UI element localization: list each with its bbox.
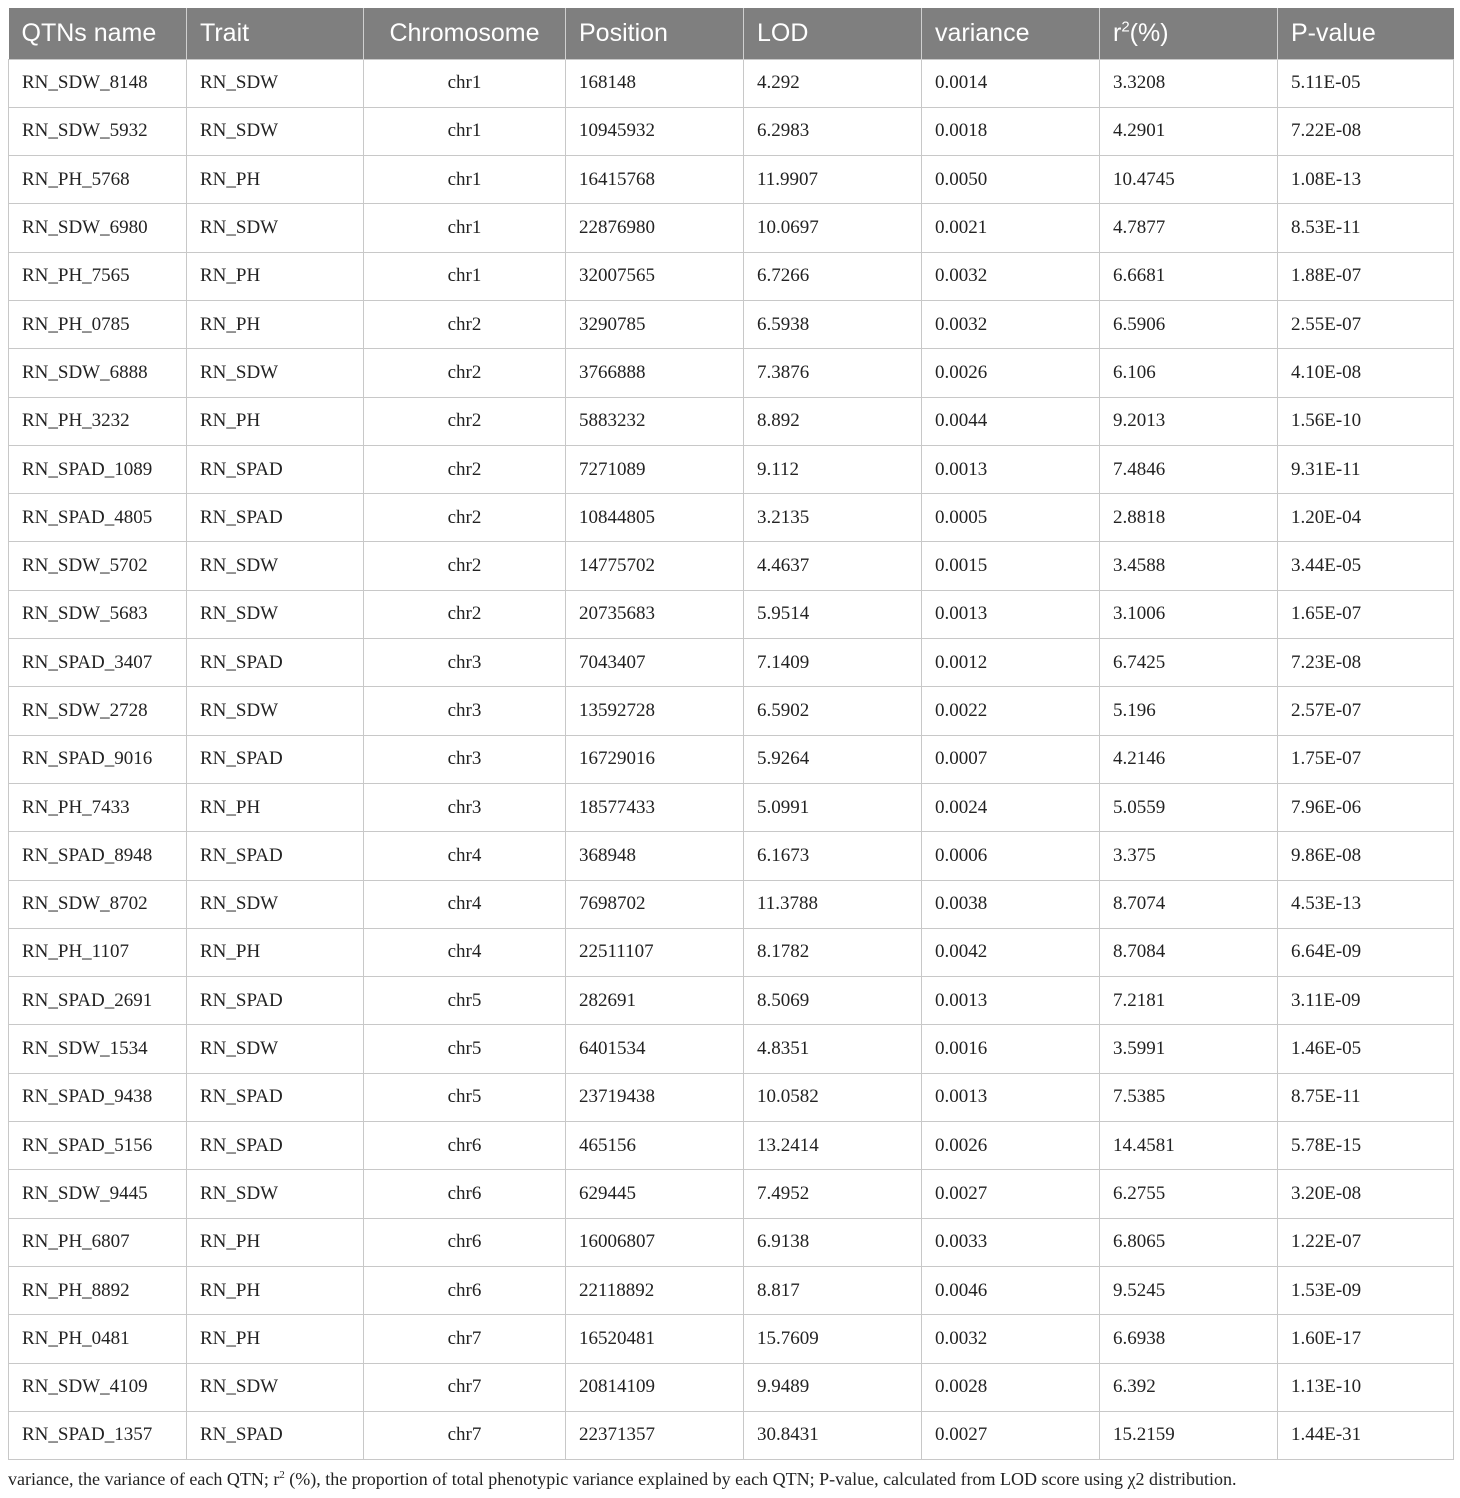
header-p-value: P-value [1278,8,1454,59]
trait-cell: RN_SPAD [187,832,364,880]
trait-cell: RN_PH [187,300,364,348]
position-cell: 16520481 [566,1315,744,1363]
p-value-cell: 3.20E-08 [1278,1170,1454,1218]
table-row [9,1266,1454,1314]
lod-cell: 3.2135 [744,494,922,542]
position-cell: 3766888 [566,349,744,397]
r2-cell: 6.6938 [1100,1315,1278,1363]
qtn-name-cell: RN_PH_3232 [9,397,187,445]
trait-cell: RN_SDW [187,349,364,397]
position-cell: 22371357 [566,1411,744,1459]
p-value-cell: 3.44E-05 [1278,542,1454,590]
trait-cell: RN_PH [187,928,364,976]
chromosome-cell: chr5 [364,1073,566,1121]
qtn-name-cell: RN_SDW_6888 [9,349,187,397]
position-cell: 7271089 [566,445,744,493]
chromosome-cell: chr3 [364,687,566,735]
qtn-name-cell: RN_SDW_1534 [9,1025,187,1073]
p-value-cell: 5.78E-15 [1278,1122,1454,1170]
lod-cell: 8.1782 [744,928,922,976]
lod-cell: 4.8351 [744,1025,922,1073]
r2-cell: 4.7877 [1100,204,1278,252]
position-cell: 13592728 [566,687,744,735]
qtn-name-cell: RN_SDW_8148 [9,59,187,107]
header-row [9,8,1454,59]
variance-cell: 0.0016 [922,1025,1100,1073]
chromosome-cell: chr2 [364,542,566,590]
qtn-name-cell: RN_PH_7565 [9,252,187,300]
variance-cell: 0.0032 [922,300,1100,348]
r2-cell: 3.5991 [1100,1025,1278,1073]
table-row [9,687,1454,735]
footnote-text-start: variance, the variance of each QTN; r [8,1469,280,1489]
chromosome-cell: chr4 [364,880,566,928]
variance-cell: 0.0026 [922,349,1100,397]
p-value-cell: 8.75E-11 [1278,1073,1454,1121]
r2-cell: 6.106 [1100,349,1278,397]
r2-cell: 3.4588 [1100,542,1278,590]
trait-cell: RN_PH [187,783,364,831]
lod-cell: 6.7266 [744,252,922,300]
p-value-cell: 1.44E-31 [1278,1411,1454,1459]
table-row [9,542,1454,590]
variance-cell: 0.0005 [922,494,1100,542]
r2-cell: 10.4745 [1100,156,1278,204]
position-cell: 23719438 [566,1073,744,1121]
lod-cell: 11.9907 [744,156,922,204]
r2-cell: 4.2146 [1100,735,1278,783]
footnote-superscript: 2 [279,1469,285,1481]
trait-cell: RN_SPAD [187,1073,364,1121]
lod-cell: 8.5069 [744,977,922,1025]
chromosome-cell: chr1 [364,107,566,155]
p-value-cell: 1.46E-05 [1278,1025,1454,1073]
chromosome-cell: chr5 [364,1025,566,1073]
variance-cell: 0.0012 [922,639,1100,687]
p-value-cell: 1.60E-17 [1278,1315,1454,1363]
p-value-cell: 7.23E-08 [1278,639,1454,687]
p-value-cell: 1.56E-10 [1278,397,1454,445]
table-row [9,300,1454,348]
r2-cell: 2.8818 [1100,494,1278,542]
r2-cell: 3.3208 [1100,59,1278,107]
chromosome-cell: chr1 [364,59,566,107]
trait-cell: RN_PH [187,156,364,204]
table-row [9,639,1454,687]
trait-cell: RN_SPAD [187,1411,364,1459]
qtn-name-cell: RN_SDW_5702 [9,542,187,590]
position-cell: 282691 [566,977,744,1025]
chromosome-cell: chr4 [364,928,566,976]
table-row [9,494,1454,542]
table-row [9,1170,1454,1218]
position-cell: 20814109 [566,1363,744,1411]
header-r2-rest: (%) [1129,18,1169,47]
position-cell: 20735683 [566,590,744,638]
qtn-name-cell: RN_SDW_6980 [9,204,187,252]
r2-cell: 5.0559 [1100,783,1278,831]
qtn-name-cell: RN_SPAD_3407 [9,639,187,687]
p-value-cell: 1.65E-07 [1278,590,1454,638]
trait-cell: RN_SPAD [187,639,364,687]
variance-cell: 0.0007 [922,735,1100,783]
lod-cell: 6.1673 [744,832,922,880]
variance-cell: 0.0013 [922,590,1100,638]
chromosome-cell: chr6 [364,1122,566,1170]
lod-cell: 10.0582 [744,1073,922,1121]
table-row [9,204,1454,252]
p-value-cell: 4.10E-08 [1278,349,1454,397]
qtn-table [8,8,1454,1460]
position-cell: 465156 [566,1122,744,1170]
variance-cell: 0.0027 [922,1411,1100,1459]
table-row [9,1363,1454,1411]
qtn-name-cell: RN_SDW_2728 [9,687,187,735]
p-value-cell: 2.57E-07 [1278,687,1454,735]
qtn-name-cell: RN_SDW_5932 [9,107,187,155]
trait-cell: RN_SDW [187,687,364,735]
lod-cell: 6.9138 [744,1218,922,1266]
chromosome-cell: chr1 [364,204,566,252]
r2-cell: 7.2181 [1100,977,1278,1025]
r2-cell: 4.2901 [1100,107,1278,155]
position-cell: 32007565 [566,252,744,300]
header-position: Position [566,8,744,59]
lod-cell: 9.112 [744,445,922,493]
table-row [9,735,1454,783]
table-row [9,1218,1454,1266]
chromosome-cell: chr3 [364,735,566,783]
p-value-cell: 7.22E-08 [1278,107,1454,155]
lod-cell: 8.892 [744,397,922,445]
qtn-name-cell: RN_SPAD_9438 [9,1073,187,1121]
qtn-name-cell: RN_SPAD_4805 [9,494,187,542]
chromosome-cell: chr6 [364,1266,566,1314]
trait-cell: RN_SDW [187,542,364,590]
variance-cell: 0.0013 [922,1073,1100,1121]
trait-cell: RN_SDW [187,204,364,252]
trait-cell: RN_PH [187,1266,364,1314]
qtn-name-cell: RN_SDW_9445 [9,1170,187,1218]
header-chromosome: Chromosome [364,8,566,59]
trait-cell: RN_SDW [187,1025,364,1073]
variance-cell: 0.0018 [922,107,1100,155]
header-r2-base: r [1113,18,1122,47]
lod-cell: 6.2983 [744,107,922,155]
trait-cell: RN_SPAD [187,977,364,1025]
table-row [9,928,1454,976]
qtn-name-cell: RN_PH_8892 [9,1266,187,1314]
chromosome-cell: chr2 [364,300,566,348]
position-cell: 168148 [566,59,744,107]
table-row [9,445,1454,493]
trait-cell: RN_PH [187,1218,364,1266]
p-value-cell: 1.75E-07 [1278,735,1454,783]
r2-cell: 6.7425 [1100,639,1278,687]
r2-cell: 5.196 [1100,687,1278,735]
footnote-text-end: (%), the proportion of total phenotypic variance explained by each QTN; P-value, calculated from LOD score using χ2 distribution. [284,1469,1237,1489]
header-r2 [1100,8,1278,59]
qtn-name-cell: RN_SPAD_2691 [9,977,187,1025]
p-value-cell: 1.13E-10 [1278,1363,1454,1411]
variance-cell: 0.0026 [922,1122,1100,1170]
table-row [9,1122,1454,1170]
position-cell: 7698702 [566,880,744,928]
lod-cell: 6.5938 [744,300,922,348]
lod-cell: 11.3788 [744,880,922,928]
p-value-cell: 9.86E-08 [1278,832,1454,880]
p-value-cell: 1.22E-07 [1278,1218,1454,1266]
variance-cell: 0.0033 [922,1218,1100,1266]
table-row [9,880,1454,928]
lod-cell: 5.9264 [744,735,922,783]
chromosome-cell: chr5 [364,977,566,1025]
variance-cell: 0.0044 [922,397,1100,445]
p-value-cell: 2.55E-07 [1278,300,1454,348]
table-header [9,8,1454,59]
lod-cell: 9.9489 [744,1363,922,1411]
trait-cell: RN_SDW [187,590,364,638]
table-row [9,1315,1454,1363]
position-cell: 16729016 [566,735,744,783]
p-value-cell: 6.64E-09 [1278,928,1454,976]
lod-cell: 5.0991 [744,783,922,831]
trait-cell: RN_SDW [187,1170,364,1218]
trait-cell: RN_PH [187,252,364,300]
qtn-name-cell: RN_PH_6807 [9,1218,187,1266]
chromosome-cell: chr3 [364,639,566,687]
variance-cell: 0.0024 [922,783,1100,831]
qtn-name-cell: RN_SPAD_8948 [9,832,187,880]
variance-cell: 0.0013 [922,977,1100,1025]
r2-cell: 8.7084 [1100,928,1278,976]
chromosome-cell: chr7 [364,1315,566,1363]
variance-cell: 0.0046 [922,1266,1100,1314]
variance-cell: 0.0027 [922,1170,1100,1218]
trait-cell: RN_SDW [187,1363,364,1411]
position-cell: 22876980 [566,204,744,252]
position-cell: 368948 [566,832,744,880]
variance-cell: 0.0021 [922,204,1100,252]
variance-cell: 0.0015 [922,542,1100,590]
header-variance: variance [922,8,1100,59]
variance-cell: 0.0028 [922,1363,1100,1411]
table-row [9,107,1454,155]
position-cell: 5883232 [566,397,744,445]
lod-cell: 4.4637 [744,542,922,590]
r2-cell: 6.8065 [1100,1218,1278,1266]
r2-cell: 9.2013 [1100,397,1278,445]
position-cell: 6401534 [566,1025,744,1073]
header-qtn-name: QTNs name [9,8,187,59]
qtn-name-cell: RN_SDW_5683 [9,590,187,638]
r2-cell: 6.2755 [1100,1170,1278,1218]
qtn-name-cell: RN_SPAD_1357 [9,1411,187,1459]
variance-cell: 0.0050 [922,156,1100,204]
lod-cell: 10.0697 [744,204,922,252]
qtn-name-cell: RN_PH_7433 [9,783,187,831]
lod-cell: 15.7609 [744,1315,922,1363]
lod-cell: 13.2414 [744,1122,922,1170]
lod-cell: 30.8431 [744,1411,922,1459]
table-row [9,156,1454,204]
position-cell: 3290785 [566,300,744,348]
table-row [9,59,1454,107]
trait-cell: RN_SDW [187,107,364,155]
position-cell: 629445 [566,1170,744,1218]
table-row [9,252,1454,300]
lod-cell: 6.5902 [744,687,922,735]
r2-cell: 6.6681 [1100,252,1278,300]
p-value-cell: 1.53E-09 [1278,1266,1454,1314]
r2-cell: 15.2159 [1100,1411,1278,1459]
chromosome-cell: chr2 [364,494,566,542]
variance-cell: 0.0006 [922,832,1100,880]
trait-cell: RN_SPAD [187,445,364,493]
chromosome-cell: chr2 [364,349,566,397]
chromosome-cell: chr2 [364,445,566,493]
r2-cell: 3.375 [1100,832,1278,880]
chromosome-cell: chr6 [364,1218,566,1266]
variance-cell: 0.0032 [922,252,1100,300]
table-row [9,783,1454,831]
r2-cell: 7.5385 [1100,1073,1278,1121]
table-footnote [8,1469,1453,1490]
header-lod: LOD [744,8,922,59]
trait-cell: RN_SPAD [187,494,364,542]
header-r2-superscript: 2 [1121,18,1130,36]
qtn-name-cell: RN_SPAD_5156 [9,1122,187,1170]
table-row [9,1073,1454,1121]
chromosome-cell: chr3 [364,783,566,831]
position-cell: 22511107 [566,928,744,976]
table-row [9,1025,1454,1073]
p-value-cell: 9.31E-11 [1278,445,1454,493]
chromosome-cell: chr4 [364,832,566,880]
trait-cell: RN_SDW [187,880,364,928]
variance-cell: 0.0014 [922,59,1100,107]
position-cell: 22118892 [566,1266,744,1314]
chromosome-cell: chr2 [364,590,566,638]
table-row [9,832,1454,880]
lod-cell: 4.292 [744,59,922,107]
chromosome-cell: chr2 [364,397,566,445]
p-value-cell: 3.11E-09 [1278,977,1454,1025]
position-cell: 18577433 [566,783,744,831]
trait-cell: RN_PH [187,1315,364,1363]
lod-cell: 7.1409 [744,639,922,687]
table-row [9,590,1454,638]
p-value-cell: 1.20E-04 [1278,494,1454,542]
variance-cell: 0.0013 [922,445,1100,493]
position-cell: 14775702 [566,542,744,590]
table-row [9,349,1454,397]
table-row [9,397,1454,445]
variance-cell: 0.0038 [922,880,1100,928]
position-cell: 10945932 [566,107,744,155]
trait-cell: RN_SPAD [187,735,364,783]
p-value-cell: 1.88E-07 [1278,252,1454,300]
chromosome-cell: chr6 [364,1170,566,1218]
position-cell: 10844805 [566,494,744,542]
qtn-name-cell: RN_SDW_4109 [9,1363,187,1411]
qtn-name-cell: RN_PH_0481 [9,1315,187,1363]
qtn-name-cell: RN_PH_0785 [9,300,187,348]
position-cell: 16006807 [566,1218,744,1266]
r2-cell: 7.4846 [1100,445,1278,493]
lod-cell: 8.817 [744,1266,922,1314]
variance-cell: 0.0022 [922,687,1100,735]
qtn-name-cell: RN_SDW_8702 [9,880,187,928]
qtn-name-cell: RN_SPAD_1089 [9,445,187,493]
variance-cell: 0.0042 [922,928,1100,976]
r2-cell: 6.5906 [1100,300,1278,348]
p-value-cell: 8.53E-11 [1278,204,1454,252]
header-trait: Trait [187,8,364,59]
chromosome-cell: chr7 [364,1363,566,1411]
table-row [9,1411,1454,1459]
r2-cell: 9.5245 [1100,1266,1278,1314]
qtn-name-cell: RN_SPAD_9016 [9,735,187,783]
qtn-name-cell: RN_PH_1107 [9,928,187,976]
chromosome-cell: chr1 [364,252,566,300]
qtn-table-container [8,8,1453,1460]
r2-cell: 3.1006 [1100,590,1278,638]
r2-cell: 8.7074 [1100,880,1278,928]
trait-cell: RN_SPAD [187,1122,364,1170]
r2-cell: 14.4581 [1100,1122,1278,1170]
lod-cell: 5.9514 [744,590,922,638]
table-body [9,59,1454,1460]
p-value-cell: 1.08E-13 [1278,156,1454,204]
qtn-name-cell: RN_PH_5768 [9,156,187,204]
p-value-cell: 4.53E-13 [1278,880,1454,928]
lod-cell: 7.4952 [744,1170,922,1218]
p-value-cell: 7.96E-06 [1278,783,1454,831]
trait-cell: RN_SDW [187,59,364,107]
lod-cell: 7.3876 [744,349,922,397]
table-row [9,977,1454,1025]
p-value-cell: 5.11E-05 [1278,59,1454,107]
position-cell: 7043407 [566,639,744,687]
trait-cell: RN_PH [187,397,364,445]
r2-cell: 6.392 [1100,1363,1278,1411]
position-cell: 16415768 [566,156,744,204]
variance-cell: 0.0032 [922,1315,1100,1363]
chromosome-cell: chr7 [364,1411,566,1459]
chromosome-cell: chr1 [364,156,566,204]
